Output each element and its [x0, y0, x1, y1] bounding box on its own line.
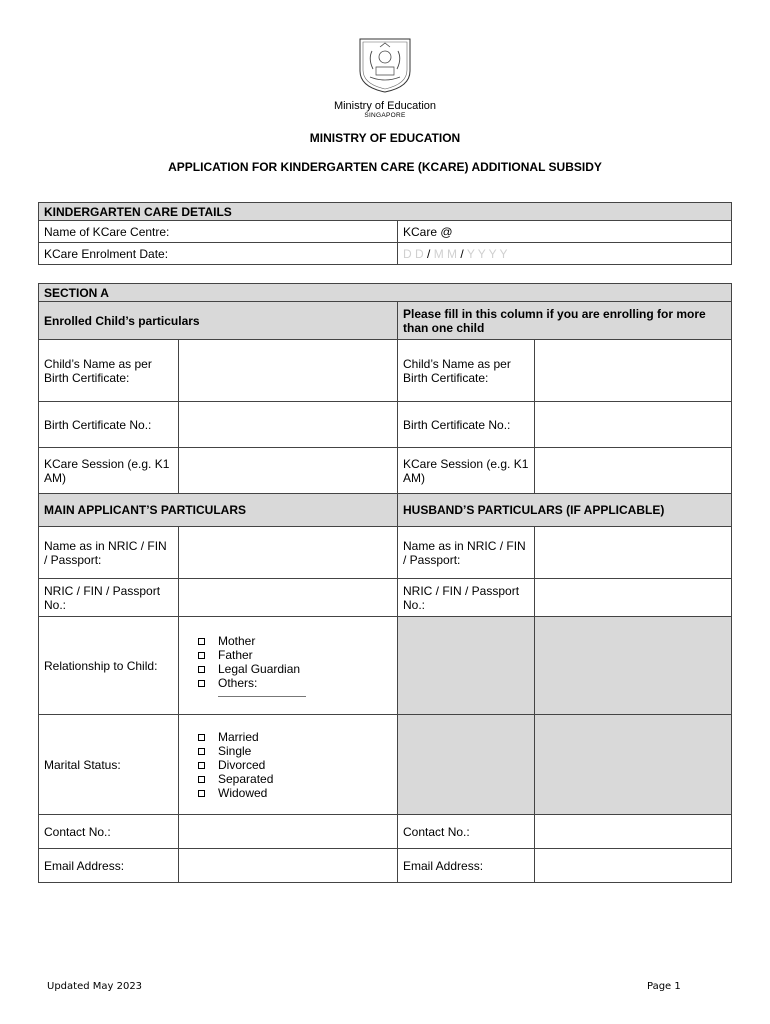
marital-option-married[interactable]: Married — [198, 730, 392, 744]
husband-contact-field[interactable] — [535, 815, 732, 849]
husband-name-label: Name as in NRIC / FIN / Passport: — [398, 527, 535, 579]
applicant-name-label: Name as in NRIC / FIN / Passport: — [39, 527, 179, 579]
child-name-field[interactable] — [179, 340, 398, 402]
applicant-contact-field[interactable] — [179, 815, 398, 849]
document-title: MINISTRY OF EDUCATION — [309, 131, 461, 145]
birth-cert-field[interactable] — [179, 402, 398, 448]
birth-cert-label: Birth Certificate No.: — [39, 402, 179, 448]
enrolment-date-label: KCare Enrolment Date: — [39, 243, 398, 265]
moe-crest-logo — [358, 37, 412, 93]
date-separator: / — [460, 246, 464, 261]
kcare-centre-field[interactable] — [398, 221, 732, 243]
checkbox-icon[interactable] — [198, 680, 205, 687]
kcare-session-field[interactable] — [179, 448, 398, 494]
logo-country: SINGAPORE — [364, 112, 406, 119]
marital-option-divorced[interactable]: Divorced — [198, 758, 392, 772]
section-a-heading: SECTION A — [39, 284, 732, 302]
relationship-option-father[interactable]: Father — [198, 648, 392, 662]
date-month-placeholder: M M — [433, 246, 458, 261]
marital-status-label: Marital Status: — [39, 715, 179, 815]
husband-name-field[interactable] — [535, 527, 732, 579]
kcare-centre-prefix: KCare @ — [403, 224, 453, 239]
date-day-placeholder: D D — [403, 246, 424, 261]
husband-contact-label: Contact No.: — [398, 815, 535, 849]
marital-option-single[interactable]: Single — [198, 744, 392, 758]
enrolled-child-heading: Enrolled Child’s particulars — [39, 302, 398, 340]
applicant-nric-field[interactable] — [179, 579, 398, 617]
checkbox-icon[interactable] — [198, 748, 205, 755]
child2-session-label: KCare Session (e.g. K1 AM) — [398, 448, 535, 494]
footer-page-number: Page 1 — [647, 981, 681, 992]
husband-email-label: Email Address: — [398, 849, 535, 883]
marital-option-separated[interactable]: Separated — [198, 772, 392, 786]
husband-marital-shaded-field — [535, 715, 732, 815]
checkbox-icon[interactable] — [198, 762, 205, 769]
date-separator: / — [427, 246, 431, 261]
checkbox-icon[interactable] — [198, 652, 205, 659]
section-a-table — [38, 283, 732, 883]
relationship-label: Relationship to Child: — [39, 617, 179, 715]
enrolment-date-field[interactable] — [398, 243, 732, 265]
marital-option-widowed[interactable]: Widowed — [198, 786, 392, 800]
child2-session-field[interactable] — [535, 448, 732, 494]
checkbox-icon[interactable] — [198, 776, 205, 783]
checkbox-icon[interactable] — [198, 666, 205, 673]
child2-name-field[interactable] — [535, 340, 732, 402]
logo-ministry-name: Ministry of Education — [333, 100, 437, 112]
applicant-email-field[interactable] — [179, 849, 398, 883]
checkbox-icon[interactable] — [198, 734, 205, 741]
kcare-centre-label: Name of KCare Centre: — [39, 221, 398, 243]
applicant-nric-label: NRIC / FIN / Passport No.: — [39, 579, 179, 617]
kcare-session-label: KCare Session (e.g. K1 AM) — [39, 448, 179, 494]
husband-relationship-shaded-field — [535, 617, 732, 715]
checkbox-icon[interactable] — [198, 638, 205, 645]
husband-heading: HUSBAND’S PARTICULARS (IF APPLICABLE) — [398, 494, 732, 527]
document-subtitle: APPLICATION FOR KINDERGARTEN CARE (KCARE) ADDITIONAL SUBSIDY — [168, 160, 602, 174]
applicant-name-field[interactable] — [179, 527, 398, 579]
husband-email-field[interactable] — [535, 849, 732, 883]
additional-child-heading: Please fill in this column if you are enrolling for more than one child — [398, 302, 732, 340]
footer-updated-date: Updated May 2023 — [47, 981, 143, 992]
relationship-option-others[interactable]: Others: — [198, 676, 392, 690]
child2-name-label: Child’s Name as per Birth Certificate: — [398, 340, 535, 402]
relationship-options — [179, 617, 398, 715]
relationship-option-mother[interactable]: Mother — [198, 634, 392, 648]
marital-status-options — [179, 715, 398, 815]
main-applicant-heading: MAIN APPLICANT’S PARTICULARS — [39, 494, 398, 527]
relationship-option-guardian[interactable]: Legal Guardian — [198, 662, 392, 676]
checkbox-icon[interactable] — [198, 790, 205, 797]
applicant-email-label: Email Address: — [39, 849, 179, 883]
kcare-details-heading: KINDERGARTEN CARE DETAILS — [39, 203, 732, 221]
child2-birth-cert-label: Birth Certificate No.: — [398, 402, 535, 448]
applicant-contact-label: Contact No.: — [39, 815, 179, 849]
husband-nric-label: NRIC / FIN / Passport No.: — [398, 579, 535, 617]
child2-birth-cert-field[interactable] — [535, 402, 732, 448]
others-blank-line[interactable] — [218, 695, 306, 697]
date-year-placeholder: Y Y Y Y — [466, 246, 508, 261]
kcare-details-table — [38, 202, 732, 265]
husband-nric-field[interactable] — [535, 579, 732, 617]
husband-relationship-shaded — [398, 617, 535, 715]
child-name-label: Child’s Name as per Birth Certificate: — [39, 340, 179, 402]
husband-marital-shaded — [398, 715, 535, 815]
